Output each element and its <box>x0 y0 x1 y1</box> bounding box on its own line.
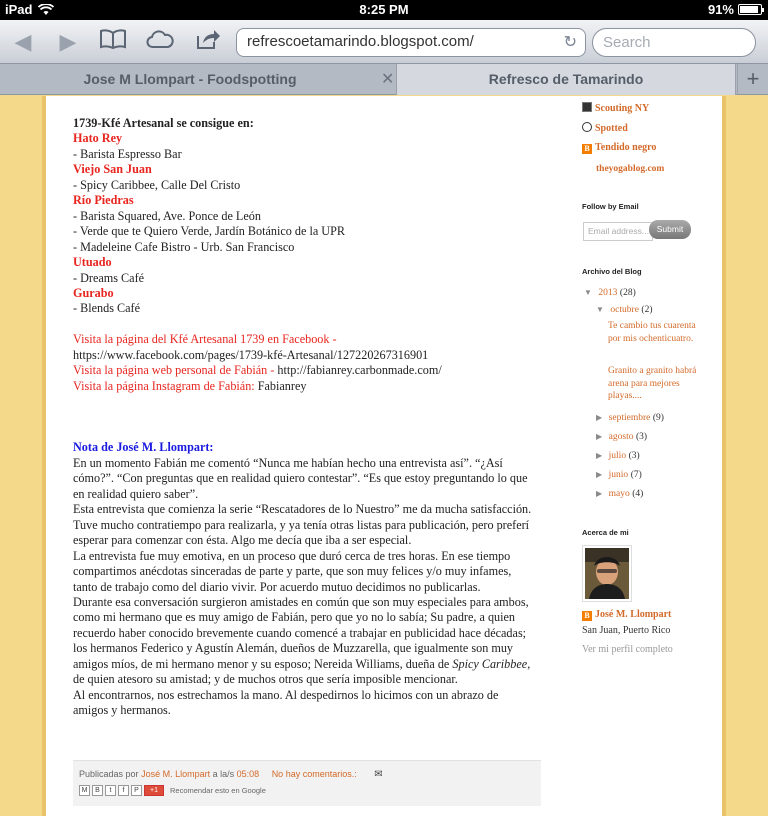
gplus-button[interactable]: +1 <box>144 785 164 796</box>
note-title: Nota de José M. Llompart: <box>73 440 214 455</box>
profile-link[interactable]: Ver mi perfil completo <box>582 644 673 655</box>
post-footer <box>73 760 541 806</box>
note-paragraph: Esta entrevista que comienza la serie “Rescatadores de lo Nuestro” me da mucha satisfacción. Tuve mucho contratiempo para realizarla, y ya tenía otras listas para publicación, pero preferí esperar para comenzar con ésta. Algo me decía que iba a ser especial. <box>73 502 532 548</box>
profile-photo <box>585 548 629 599</box>
battery-icon <box>738 4 762 15</box>
triangle-right-icon[interactable]: ▶ <box>596 432 603 441</box>
status-bar <box>0 0 768 20</box>
archive-month-link[interactable]: septiembre <box>608 413 651 423</box>
instagram-user: Fabianrey <box>257 378 307 393</box>
note-paragraph: La entrevista fue muy emotiva, en un proceso que duró cerca de tres horas. En ese tiempo compartimos anécdotas sinceradas de parte y parte, que son muy felices y/o muy infames, tanto de trabajo como del diario vivir. Por acuerdo mutuo decidimos no publicarlas. <box>73 548 512 594</box>
archive-month[interactable] <box>596 431 647 442</box>
archive-post-link[interactable]: Granito a granito habrá arena para mejores playas.... <box>608 366 697 401</box>
blog-list-item[interactable] <box>582 142 656 154</box>
share-bar <box>79 785 266 796</box>
instagram-link[interactable]: Visita la página Instagram de Fabián: <box>73 378 255 393</box>
post-intro: 1739-Kfé Artesanal se consigue en: <box>73 116 254 130</box>
archive-post-link[interactable]: Te cambio tus cuarenta por mis ochenticuatro. <box>608 321 696 344</box>
clock: 8:25 PM <box>359 2 409 17</box>
new-tab-icon[interactable]: + <box>737 64 768 95</box>
blog-list-item[interactable] <box>582 102 649 114</box>
archive-count: (4) <box>632 489 644 499</box>
archive-count: (7) <box>630 470 642 480</box>
tab-label: Refresco de Tamarindo <box>488 71 644 87</box>
tab-label: Jose M Llompart - Foodspotting <box>83 71 297 87</box>
blog-link[interactable]: Spotted <box>595 123 628 134</box>
facebook-url: https://www.facebook.com/pages/1739-kfé-Artesanal/127220267316901 <box>73 347 429 362</box>
post-meta <box>79 769 383 780</box>
location-place: - Spicy Caribbee, Calle Del Cristo <box>73 177 241 192</box>
blogger-favicon: B <box>582 611 592 621</box>
follow-title: Follow by Email <box>582 202 639 211</box>
note-italic: Spicy Caribbee <box>452 656 528 671</box>
archive-count: (9) <box>652 413 664 423</box>
archive-count: (2) <box>641 305 653 315</box>
location-place: - Dreams Café <box>73 270 145 285</box>
location-town: Gurabo <box>73 285 114 300</box>
spotted-favicon <box>582 122 592 132</box>
device-label: iPad <box>5 2 33 17</box>
location-place: - Barista Espresso Bar <box>73 146 182 161</box>
email-input[interactable] <box>583 222 653 241</box>
email-post-icon[interactable]: ✉ <box>374 769 383 780</box>
archive-month-link[interactable]: mayo <box>608 489 630 499</box>
comments-link[interactable]: No hay comentarios.: <box>271 769 357 779</box>
archive-month-link[interactable]: junio <box>608 470 629 480</box>
blog-link[interactable]: theyogablog.com <box>596 164 665 174</box>
archive-month-link[interactable]: octubre <box>610 305 639 315</box>
email-share-button[interactable]: M <box>79 785 90 796</box>
about-title: Acerca de mi <box>582 528 629 537</box>
location-town: Hato Rey <box>73 131 123 146</box>
post-body <box>73 116 533 719</box>
reload-icon[interactable]: ↻ <box>563 34 577 51</box>
archive-month[interactable] <box>596 412 664 423</box>
tab-foodspotting[interactable] <box>0 64 380 95</box>
battery-percent: 91% <box>707 2 734 17</box>
triangle-right-icon[interactable]: ▶ <box>596 470 603 479</box>
facebook-share-button[interactable]: f <box>118 785 129 796</box>
submit-label: Submit <box>656 224 684 234</box>
scouting-favicon <box>582 102 592 112</box>
search-placeholder: Search <box>603 34 651 51</box>
blog-list-item[interactable] <box>596 163 664 174</box>
location-place: - Madeleine Cafe Bistro - Urb. San Francisco <box>73 239 295 254</box>
page-border-right <box>722 96 726 816</box>
time-link[interactable]: 05:08 <box>236 769 260 779</box>
browser-toolbar <box>0 20 768 64</box>
triangle-down-icon[interactable]: ▼ <box>584 288 592 297</box>
tab-refresco[interactable] <box>396 64 736 95</box>
location-town: Viejo San Juan <box>73 162 152 177</box>
note-paragraph: En un momento Fabián me comentó “Nunca me habían hecho una entrevista así”. “¿Así cómo?”. “Con preguntas que en realidad quiero contestar”. “Es que estoy preguntando lo que en realidad quiero saber”. <box>73 455 528 501</box>
forward-icon[interactable]: ▶ <box>59 29 77 54</box>
archive-month[interactable] <box>596 488 643 499</box>
bookmarks-icon[interactable] <box>98 28 128 56</box>
blogger-favicon: B <box>582 144 592 154</box>
author-link[interactable]: José M. Llompart <box>141 769 211 779</box>
published-by: Publicadas por <box>79 769 139 779</box>
archive-month-open[interactable] <box>596 304 653 315</box>
email-placeholder: Email address... <box>588 226 649 236</box>
profile-name-link[interactable]: José M. Llompart <box>595 609 672 620</box>
blog-link[interactable]: Scouting NY <box>595 103 650 114</box>
pinterest-share-button[interactable]: P <box>131 785 142 796</box>
location-town: Utuado <box>73 255 112 270</box>
location-place: - Verde que te Quiero Verde, Jardín Botánico de la UPR <box>73 224 346 239</box>
note-text: Durante esa conversación surgieron amistades en común que son muy especiales para ambos, como mi hermano que es muy amigo de Fabián, pero que yo no lo sabía; Su padre, a quien recuerdo haber conocido brevemente cuando comencé a trabajar en publicidad hace décadas; los hermanos Federico y Agustín Alemán, dueños de Muzzarella, que igualmente son muy amigos míos, de mi hermano menor y su esposo; Nereida Williams, dueña de <box>73 594 529 671</box>
blog-share-button[interactable]: B <box>92 785 103 796</box>
archive-count: (28) <box>619 288 636 298</box>
at-label: a la/s <box>212 769 235 779</box>
triangle-right-icon[interactable]: ▶ <box>596 489 603 498</box>
facebook-link[interactable]: Visita la página del Kfé Artesanal 1739 en Facebook - <box>73 332 337 347</box>
back-icon[interactable]: ◀ <box>14 29 32 54</box>
blog-list-item[interactable] <box>582 122 628 134</box>
search-input[interactable] <box>592 28 756 57</box>
submit-button[interactable] <box>649 220 691 239</box>
archive-year-link[interactable]: 2013 <box>598 288 618 298</box>
location-place: - Blends Café <box>73 301 141 316</box>
triangle-down-icon[interactable]: ▼ <box>596 305 604 314</box>
recommend-text: Recomendar esto en Google <box>170 786 266 795</box>
avatar[interactable] <box>582 545 632 602</box>
location-town: Río Piedras <box>73 193 134 208</box>
triangle-right-icon[interactable]: ▶ <box>596 413 603 422</box>
web-link[interactable]: Visita la página web personal de Fabián - <box>73 363 275 378</box>
cloud-icon[interactable] <box>145 28 175 56</box>
blog-link[interactable]: Tendido negro <box>595 142 657 153</box>
profile-name-row[interactable] <box>582 609 671 621</box>
archive-count: (3) <box>628 451 640 461</box>
note-paragraph: Al encontrarnos, nos estrechamos la mano. Al despedirnos lo hicimos con un abrazo de amigos y hermanos. <box>73 687 499 718</box>
archive-month-link[interactable]: julio <box>608 451 627 461</box>
twitter-share-button[interactable]: t <box>105 785 116 796</box>
share-icon[interactable] <box>193 28 223 56</box>
triangle-right-icon[interactable]: ▶ <box>596 451 603 460</box>
close-icon[interactable]: ✕ <box>381 71 395 88</box>
url-field[interactable] <box>236 28 586 57</box>
archive-month[interactable] <box>596 450 640 461</box>
archive-title: Archivo del Blog <box>582 267 642 276</box>
archive-month[interactable] <box>596 469 642 480</box>
tab-bar <box>0 64 768 95</box>
archive-count: (3) <box>635 432 648 442</box>
web-url: http://fabianrey.carbonmade.com/ <box>277 363 442 378</box>
location-place: - Barista Squared, Ave. Ponce de León <box>73 208 261 223</box>
archive-month-link[interactable]: agosto <box>608 432 634 442</box>
battery-fill <box>740 6 758 13</box>
note-text: , de quien atesoro su amistad; y de muchos otros que sería imposible mencionar. <box>73 656 531 687</box>
archive-year[interactable] <box>584 287 636 298</box>
note-paragraph <box>73 595 533 688</box>
profile-location: San Juan, Puerto Rico <box>582 625 671 636</box>
url-text: refrescoetamarindo.blogspot.com/ <box>247 33 474 50</box>
